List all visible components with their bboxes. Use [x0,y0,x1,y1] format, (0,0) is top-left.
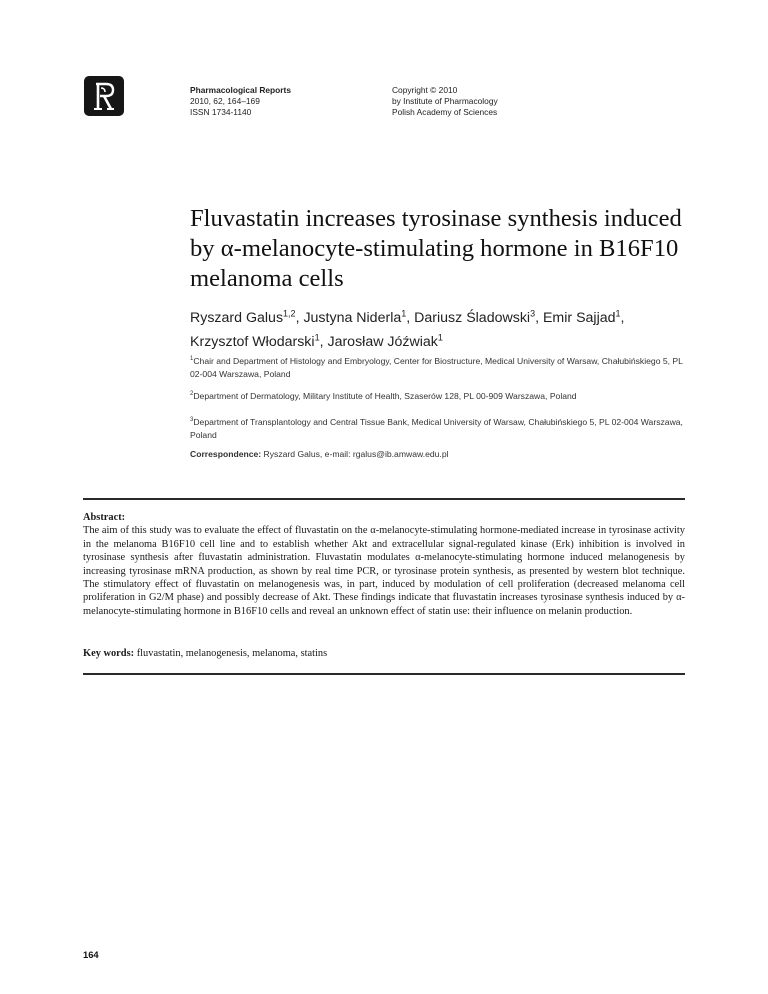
copyright-line: Copyright © 2010 [392,85,458,95]
keywords-label: Key words: [83,648,135,659]
copyright-header [392,85,498,118]
author [327,334,442,350]
abstract-text: The aim of this study was to evaluate the effect of fluvastatin on the α-melanocyte-stimulating hormone-mediated increase in tyrosinase activity in the melanoma B16F10 cell line and to establish whether Akt and extracellular signal-regulated kinase (Erk) inhibition is involved in tyrosinase synthesis after fluvastatin administration. Fluvastatin modulates α-melanocyte-stimulating hormone induced melanogenesis by increasing tyrosinase mRNA production, as shown by real time PCR, or tyrosinase protein synthesis, as presented by western blot technique. The stimulatory effect of fluvastatin on melanogenesis was, in part, induced by modulation of cell proliferation (decreased melanoma cell proliferation in G2/M phase) and possibly decrease of Akt. These findings indicate that fluvastatin increases tyrosinase synthesis induced by α-melanocyte-stimulating hormone in B16F10 cells and reveal an unknown effect of statin use: their influence on melanin production. [83,525,685,617]
journal-name: Pharmacological Reports [190,85,291,95]
author [190,334,327,350]
affiliation-1 [190,353,690,381]
affiliation-text: Department of Transplantology and Central Tissue Bank, Medical University of Warsaw, Chałubińskiego 5, PL 02-004 Warszawa, Poland [190,416,683,440]
author-affiliation: 3 [530,308,536,318]
abstract-bottom-rule [83,673,685,675]
journal-header [190,85,291,118]
author-affiliation: 1 [615,308,621,318]
journal-issn: ISSN 1734-1140 [190,107,252,117]
author-separator: , [295,309,304,326]
article-title: Fluvastatin increases tyrosinase synthesis induced by α-melanocyte-stimulating hormone in B16F10 melanoma cells [190,205,682,292]
author-list [190,304,710,352]
author-name: Justyna Niderla [303,309,402,326]
author-affiliation: 1 [437,332,443,343]
author-affiliation: 1 [401,308,407,318]
copyright-org: Polish Academy of Sciences [392,107,498,117]
affiliation-2 [190,388,690,403]
affiliation-text: Department of Dermatology, Military Institute of Health, Szaserów 128, PL 00-909 Warszawa, Poland [193,390,577,401]
correspondence-label: Correspondence: [190,449,262,459]
journal-logo-icon [84,76,124,116]
author-separator: , [319,333,328,350]
affiliation-text: Chair and Department of Histology and Embryology, Center for Biostructure, Medical University of Warsaw, Chałubińskiego 5, PL 02-004 Warszawa, Poland [190,355,683,379]
author-name: Krzysztof Włodarski [190,333,315,350]
author-affiliation: 1,2 [283,308,296,318]
abstract [83,511,685,618]
author [190,310,303,326]
abstract-heading: Abstract: [83,512,126,523]
author-separator: , [535,309,543,326]
author-separator: , [406,309,415,326]
author-separator: , [620,309,625,326]
page-number: 164 [83,949,99,960]
author-name: Jarosław Jóźwiak [327,333,438,350]
author-name: Dariusz Śladowski [414,309,531,326]
affiliation-3 [190,414,690,442]
correspondence-text: Ryszard Galus, e-mail: rgalus@ib.amwaw.edu.pl [263,449,449,459]
affiliation-number: 3 [190,417,194,423]
author [303,310,414,326]
copyright-by: by Institute of Pharmacology [392,96,498,106]
author [414,310,543,326]
abstract-top-rule [83,498,685,500]
author [543,310,625,326]
journal-volume-pages: 2010, 62, 164–169 [190,96,260,106]
keywords [83,648,685,659]
affiliation-number: 2 [190,391,194,397]
journal-logo-glyph-icon [84,76,124,116]
keywords-text: fluvastatin, melanogenesis, melanoma, statins [136,648,328,659]
author-affiliation: 1 [314,332,320,343]
affiliation-number: 1 [190,356,194,362]
author-name: Ryszard Galus [190,309,284,326]
correspondence [190,449,449,459]
author-name: Emir Sajjad [542,309,616,326]
